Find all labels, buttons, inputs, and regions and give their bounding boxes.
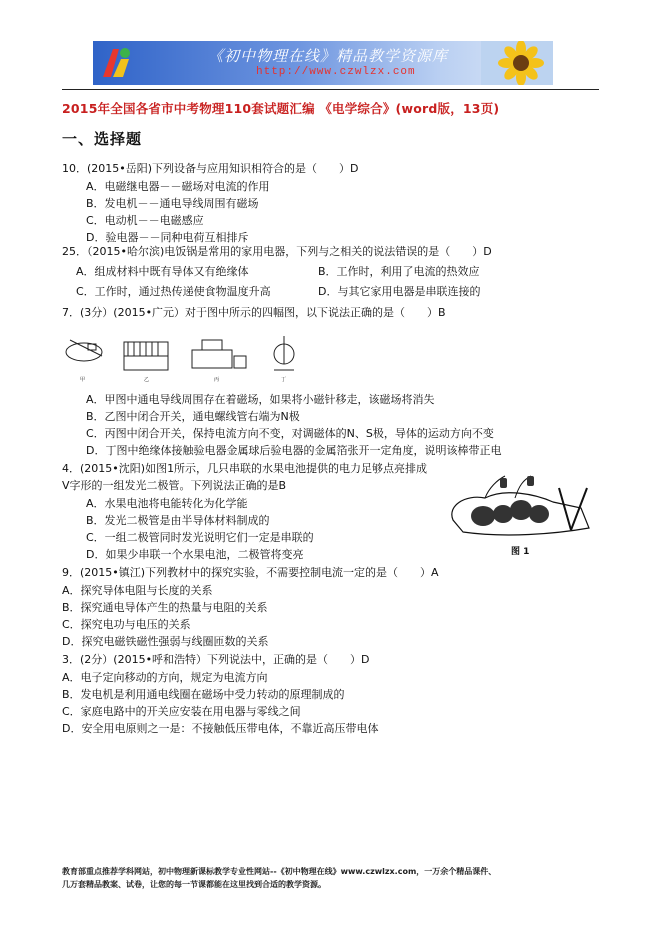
option-d: D．丁图中绝缘体接触验电器金属球后验电器的金属箔张开一定角度，说明该棒带正电 xyxy=(86,444,502,457)
option-c: C．电动机－－电磁感应 xyxy=(86,214,204,227)
option-c: C．丙图中闭合开关，保持电流方向不变，对调磁体的N、S极，导体的运动方向不变 xyxy=(86,427,494,440)
banner-url[interactable]: http://www.czwlzx.com xyxy=(256,66,416,78)
option-b: B．工作时，利用了电流的热效应 xyxy=(318,265,480,278)
question-stem: 7．(3分）(2015•广元）对于图中所示的四幅图，以下说法正确的是（ ）B xyxy=(62,306,446,319)
option-c: C．家庭电路中的开关应安装在用电器与零线之间 xyxy=(62,705,301,718)
question-stem: 25．（2015•哈尔滨)电饭锅是常用的家用电器，下列与之相关的说法错误的是（ ）D xyxy=(62,245,492,258)
footer-line-2: 几万套精品教案、试卷，让您的每一节课都能在这里找到合适的教学资源。 xyxy=(62,880,326,889)
figure-label-ding: 丁 xyxy=(281,377,287,383)
option-d: D．与其它家用电器是串联连接的 xyxy=(318,285,481,298)
question-stem: 3．(2分）(2015•呼和浩特）下列说法中，正确的是（ ）D xyxy=(62,653,370,666)
option-b: B．乙图中闭合开关，通电螺线管右端为N极 xyxy=(86,410,300,423)
banner-title: 《初中物理在线》精品教学资源库 xyxy=(208,47,449,65)
option-a: A．探究导体电阻与长度的关系 xyxy=(62,584,213,597)
figure-label-yi: 乙 xyxy=(144,377,150,383)
option-a: A．组成材料中既有导体又有绝缘体 xyxy=(76,265,249,278)
option-a: A．甲图中通电导线周围存在着磁场，如果将小磁针移走，该磁场将消失 xyxy=(86,393,435,406)
option-b: B．发电机－－通电导线周围有磁场 xyxy=(86,197,259,210)
section-heading: 一、选择题 xyxy=(62,130,143,148)
option-a: A．水果电池将电能转化为化学能 xyxy=(86,497,248,510)
option-c: C．探究电功与电压的关系 xyxy=(62,618,191,631)
question-stem: 9．(2015•镇江)下列教材中的探究实验，不需要控制电流一定的是（ ）A xyxy=(62,566,439,579)
site-logo-icon xyxy=(99,45,133,81)
option-b: B．发光二极管是由半导体材料制成的 xyxy=(86,514,270,527)
question-stem-continued: V字形的一组发光二极管。下列说法正确的是B xyxy=(62,479,287,492)
option-a: A．电子定向移动的方向，规定为电流方向 xyxy=(62,671,268,684)
option-c: C．一组二极管同时发光说明它们一定是串联的 xyxy=(86,531,314,544)
sunflower-icon xyxy=(481,41,553,85)
figure-caption: 图 1 xyxy=(511,547,530,557)
question-stem: 10．(2015•岳阳)下列设备与应用知识相符合的是（ ）D xyxy=(62,162,359,175)
footer-line-1: 教育部重点推荐学科网站，初中物理新课标教学专业性网站--《初中物理在线》www.czwlzx.com，一万余个精品课件、 xyxy=(62,867,497,876)
header-divider xyxy=(62,89,599,90)
question-stem: 4．(2015•沈阳)如图1所示，几只串联的水果电池提供的电力足够点亮排成 xyxy=(62,462,428,475)
fruit-battery-figure xyxy=(445,458,595,558)
option-d: D．验电器－－同种电荷互相排斥 xyxy=(86,231,249,244)
header-banner xyxy=(93,41,553,85)
option-d: D．探究电磁铁磁性强弱与线圈匝数的关系 xyxy=(62,635,269,648)
option-b: B．探究通电导体产生的热量与电阻的关系 xyxy=(62,601,268,614)
option-c: C．工作时，通过热传递使食物温度升高 xyxy=(76,285,271,298)
option-b: B．发电机是利用通电线圈在磁场中受力转动的原理制成的 xyxy=(62,688,345,701)
option-a: A．电磁继电器－－磁场对电流的作用 xyxy=(86,180,270,193)
option-d: D．安全用电原则之一是：不接触低压带电体，不靠近高压带电体 xyxy=(62,722,379,735)
four-diagrams-figure xyxy=(62,330,322,384)
figure-label-jia: 甲 xyxy=(80,377,86,383)
figure-label-bing: 丙 xyxy=(214,377,220,383)
document-title: 2015年全国各省市中考物理110套试题汇编 《电学综合》(word版，13页) xyxy=(62,101,500,116)
option-d: D．如果少串联一个水果电池，二极管将变亮 xyxy=(86,548,304,561)
